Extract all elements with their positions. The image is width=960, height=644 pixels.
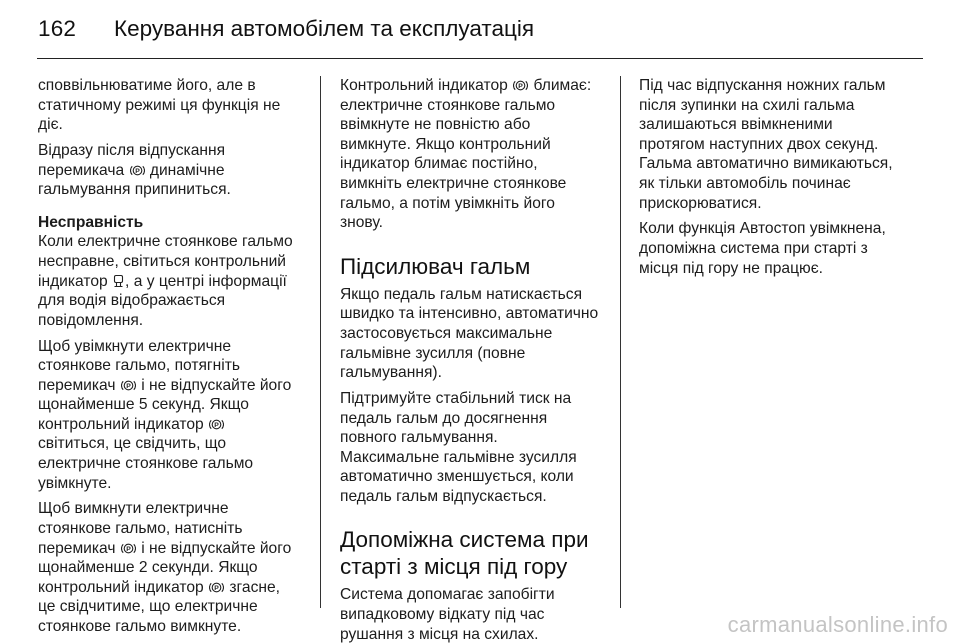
paragraph	[639, 219, 924, 278]
text-line: автоматично зменшується, коли	[340, 468, 574, 486]
text-line: Гальма автоматично вимикаються,	[639, 155, 893, 173]
text-line	[38, 578, 310, 598]
text-line: діє.	[38, 116, 63, 134]
column-1	[38, 76, 310, 637]
paragraph	[340, 285, 608, 383]
watermark: carmanualsonline.info	[727, 612, 948, 637]
text-line: прискорюватися.	[639, 194, 762, 212]
parking-brake-icon	[513, 79, 528, 92]
page-title: Керування автомобілем та експлуатація	[114, 16, 535, 41]
svg-text:P: P	[214, 585, 219, 593]
text-run: перемикача	[38, 161, 125, 179]
text-line: для водія відображається	[38, 292, 226, 310]
text-line: повного гальмування.	[340, 429, 498, 447]
text-line: електричне стоянкове гальмо	[38, 455, 254, 473]
text-line: повідомлення.	[38, 311, 144, 329]
heading-line: старті з місця під гору	[340, 554, 568, 580]
parking-brake-icon	[209, 581, 224, 594]
paragraph	[38, 232, 310, 330]
header-rule	[37, 58, 923, 59]
text-line: Відразу після відпускання	[38, 141, 226, 159]
paragraph	[38, 141, 310, 200]
text-run: , а у центрі інформації	[125, 272, 287, 290]
text-line: як тільки автомобіль починає	[639, 174, 851, 192]
text-line: ввімкнуте не повністю або	[340, 116, 531, 134]
text-line: гальмування).	[340, 364, 442, 382]
text-run: індикатор	[38, 272, 108, 290]
text-line: світиться, це свідчить, що	[38, 435, 227, 453]
text-line: гальмівне зусилля (повне	[340, 344, 526, 362]
column-divider	[320, 76, 321, 608]
text-line: Максимальне гальмівне зусилля	[340, 448, 577, 466]
text-line: гальмування припиниться.	[38, 181, 231, 199]
text-run: контрольний індикатор	[38, 578, 204, 596]
paragraph	[38, 337, 310, 494]
text-line: стоянкове гальмо, натисніть	[38, 520, 243, 538]
page-header	[38, 16, 922, 48]
column-3	[639, 76, 924, 278]
section-heading	[340, 526, 608, 580]
text-line: знову.	[340, 214, 383, 232]
text-line: Під час відпускання ножних гальм	[639, 77, 886, 94]
text-line: педаль гальм до досягнення	[340, 409, 548, 427]
parking-brake-icon	[121, 542, 136, 555]
parking-brake-icon	[121, 379, 136, 392]
svg-text:P: P	[134, 167, 140, 175]
text-line: щонайменше 5 секунд. Якщо	[38, 396, 249, 414]
text-line: допоміжна система при старті з	[639, 239, 868, 257]
svg-text:P: P	[126, 545, 131, 553]
text-line: стоянкове гальмо, потягніть	[38, 357, 240, 375]
text-line: Щоб вимкнути електричне	[38, 500, 229, 518]
heading-line: Допоміжна система при	[340, 527, 589, 553]
paragraph	[340, 389, 608, 507]
text-line: вимкнуте. Якщо контрольний	[340, 135, 551, 153]
text-run: контрольний індикатор	[38, 415, 204, 433]
text-line: педаль гальм відпускається.	[340, 487, 547, 505]
text-line: Система допомагає запобігти	[340, 586, 555, 604]
text-run: Контрольний індикатор	[340, 77, 508, 94]
text-line	[38, 272, 310, 292]
paragraph	[38, 499, 310, 636]
text-line: швидко та інтенсивно, автоматично	[340, 305, 599, 323]
text-line: випадковому відкату під час	[340, 606, 545, 624]
text-line: місця під гору не працює.	[639, 259, 823, 277]
text-run: згасне,	[229, 578, 280, 596]
parking-brake-icon	[130, 164, 145, 177]
text-line: Щоб увімкнути електричне	[38, 337, 232, 355]
heading-line: Підсилювач гальм	[340, 253, 531, 279]
text-line: Якщо педаль гальм натискається	[340, 285, 583, 303]
text-line	[38, 415, 310, 435]
text-run: і не відпускайте його	[141, 376, 292, 394]
text-line: після зупинки на схилі гальма	[639, 96, 855, 114]
column-2	[340, 76, 608, 644]
text-line	[38, 539, 310, 559]
paragraph	[340, 585, 608, 644]
text-line: Коли функція Автостоп увімкнена,	[639, 220, 886, 238]
paragraph	[639, 76, 924, 213]
text-line: рушання з місця на схилах.	[340, 625, 539, 643]
text-line	[38, 376, 310, 396]
text-run: перемикач	[38, 539, 116, 557]
text-run: блимає:	[533, 77, 592, 94]
text-line: несправне, світиться контрольний	[38, 252, 287, 270]
text-line: Підтримуйте стабільний тиск на	[340, 389, 572, 407]
text-line: залишаються ввімкненими	[639, 116, 833, 134]
text-line: застосовується максимальне	[340, 324, 553, 342]
text-run: динамічне	[149, 161, 225, 179]
text-line: індикатор блимає постійно,	[340, 155, 538, 173]
parking-brake-icon	[209, 418, 224, 431]
text-line: гальмо, а потім увімкніть його	[340, 194, 555, 212]
paragraph	[38, 76, 310, 135]
brake-malfunction-icon	[113, 274, 124, 288]
svg-text:P: P	[518, 83, 523, 91]
text-run: і не відпускайте його	[141, 539, 292, 557]
text-line: стоянкове гальмо вимкнуте.	[38, 618, 242, 635]
text-line: щонайменше 2 секунди. Якщо	[38, 559, 258, 577]
text-line	[38, 161, 310, 181]
column-divider	[620, 76, 621, 608]
text-line: це свідчитиме, що електричне	[38, 598, 258, 616]
page-number: 162	[38, 16, 77, 41]
text-run: перемикач	[38, 376, 116, 394]
text-line: статичному режимі ця функція не	[38, 96, 281, 114]
text-line: увімкнуте.	[38, 474, 112, 492]
subheading: Несправність	[38, 213, 144, 231]
text-line: електричне стоянкове гальмо	[340, 96, 556, 114]
text-line: протягом наступних двох секунд.	[639, 135, 879, 153]
text-line: вимкніть електричне стоянкове	[340, 174, 567, 192]
text-line: споввільнюватиме його, але в	[38, 77, 256, 94]
svg-text:P: P	[126, 382, 131, 390]
text-line	[340, 76, 608, 96]
section-heading	[340, 253, 608, 280]
text-line: Коли електричне стоянкове гальмо	[38, 233, 293, 251]
svg-text:P: P	[214, 422, 219, 430]
paragraph	[340, 76, 608, 233]
